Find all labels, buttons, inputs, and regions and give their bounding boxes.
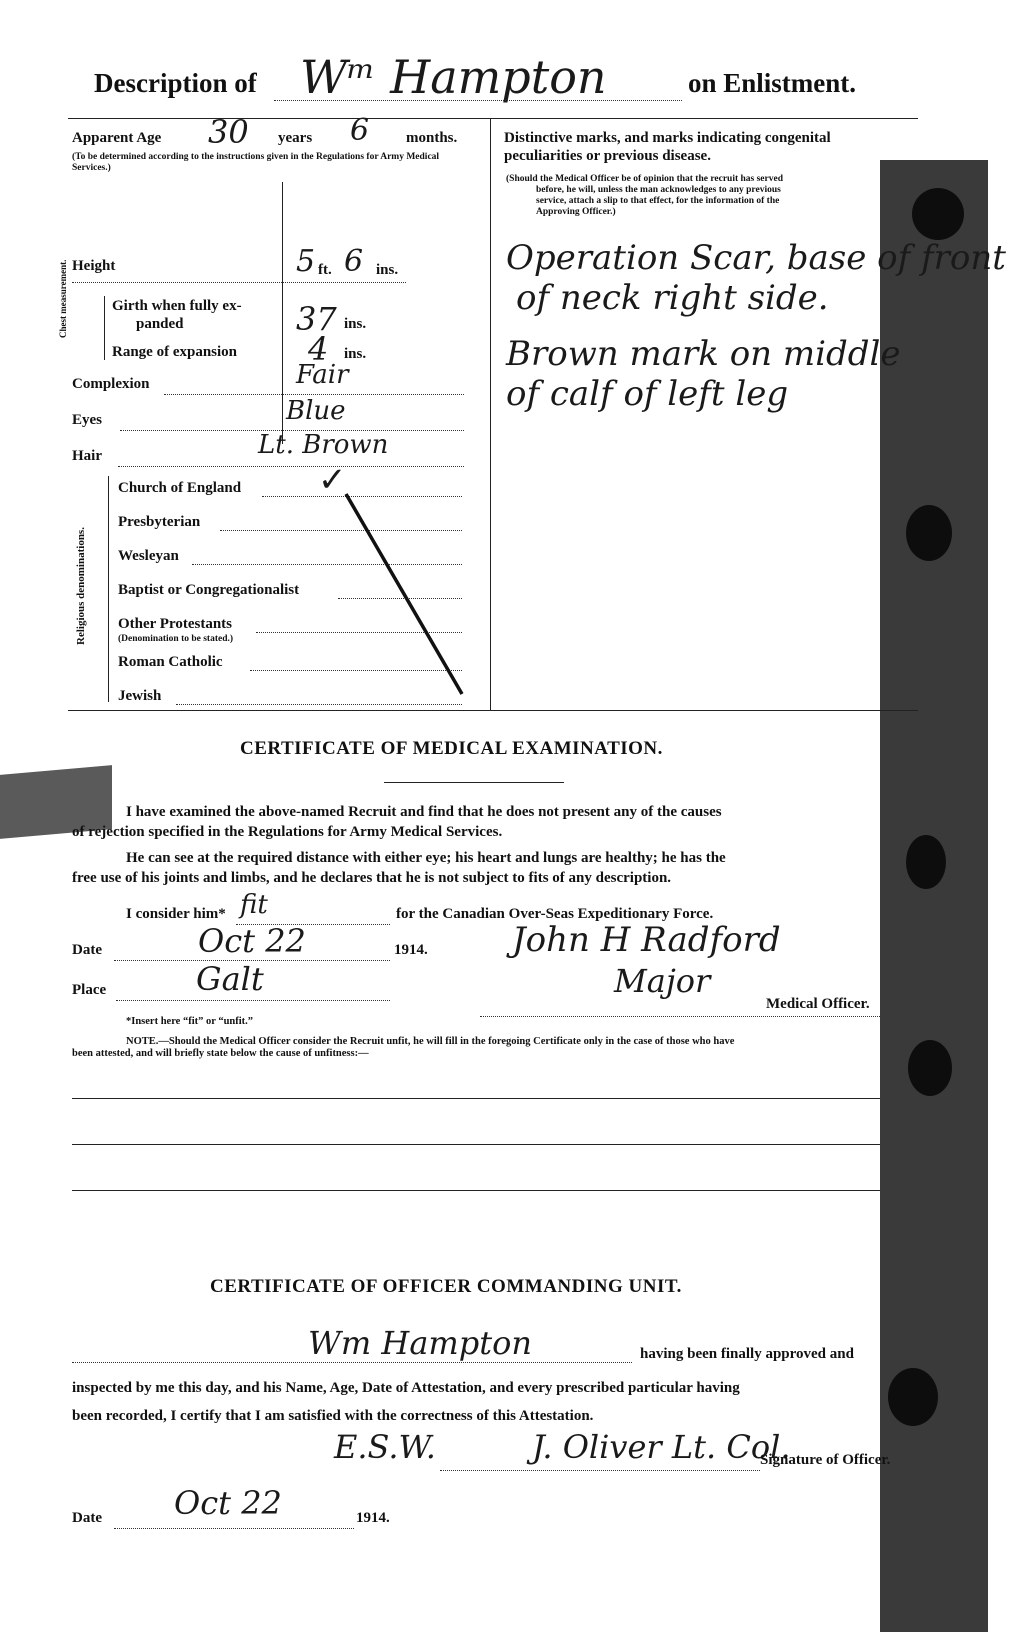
girth-unit: ins.	[344, 316, 367, 332]
commanding-initials: E.S.W.	[334, 1428, 436, 1466]
medical-date-label: Date	[72, 942, 102, 958]
eyes-label: Eyes	[72, 412, 102, 428]
punch-hole	[906, 505, 952, 561]
medical-para1-line1: I have examined the above-named Recruit and find that he does not present any of the causes	[126, 804, 722, 820]
months-label: months.	[406, 130, 458, 146]
religion-jewish: Jewish	[118, 688, 162, 704]
girth-label-2: panded	[136, 316, 184, 332]
punch-hole	[908, 1040, 952, 1096]
consider-suffix: for the Canadian Over-Seas Expeditionary Force.	[396, 906, 714, 922]
marks-note-3: service, attach a slip to that effect, for the information of the	[536, 196, 780, 206]
medical-para2-line1: He can see at the required distance with either eye; his heart and lungs are healthy; he has the	[126, 850, 726, 866]
marks-heading-2: peculiarities or previous disease.	[504, 148, 711, 164]
medical-year: 1914.	[394, 942, 428, 958]
frame-divider	[490, 118, 491, 710]
hair-label: Hair	[72, 448, 102, 464]
years-label: years	[278, 130, 313, 146]
marks-heading-1: Distinctive marks, and marks indicating congenital	[504, 130, 831, 146]
commanding-officer-signature: J. Oliver Lt. Col.	[532, 1428, 791, 1466]
range-unit: ins.	[344, 346, 367, 362]
commanding-signature-line	[440, 1470, 760, 1471]
girth-label-1: Girth when fully ex-	[112, 298, 242, 314]
commanding-date-label: Date	[72, 1510, 102, 1526]
height-ins: 6	[344, 244, 364, 279]
name-line	[274, 100, 682, 101]
religion-presbyterian: Presbyterian	[118, 514, 201, 530]
age-months: 6	[350, 113, 370, 148]
title-rule	[384, 782, 564, 783]
medical-officer-rank: Major	[614, 962, 711, 1000]
eyes-value: Blue	[286, 396, 346, 426]
left-guide	[282, 182, 283, 444]
religion-baptist: Baptist or Congregationalist	[118, 582, 300, 598]
height-line	[72, 282, 406, 283]
chest-label: Chest measurement.	[58, 259, 68, 338]
marks-note-4: Approving Officer.)	[536, 207, 616, 217]
commanding-line-2: inspected by me this day, and his Name, Age, Date of Attestation, and every prescribed particular having	[72, 1380, 740, 1396]
marks-note-1: (Should the Medical Officer be of opinion that the recruit has served	[506, 174, 783, 184]
mark-entry-3: Brown mark on middle	[506, 334, 901, 374]
place-line	[116, 1000, 390, 1001]
religion-roman-catholic: Roman Catholic	[118, 654, 223, 670]
unfit-note-2: been attested, and will briefly state below the cause of unfitness:—	[72, 1048, 369, 1059]
denomination-note: (Denomination to be stated.)	[118, 634, 234, 644]
range-value: 4	[308, 330, 329, 368]
height-ft: 5	[296, 244, 316, 279]
commanding-title: CERTIFICATE OF OFFICER COMMANDING UNIT.	[210, 1276, 682, 1297]
religion-check-mark: ✓	[318, 460, 347, 500]
unfitness-line	[72, 1190, 880, 1191]
religion-church-of-england: Church of England	[118, 480, 242, 496]
religion-line	[176, 704, 462, 705]
religion-other-protestants: Other Protestants	[118, 616, 233, 632]
complexion-line	[164, 394, 464, 395]
commanding-recruit-name: Wm Hampton	[308, 1324, 532, 1362]
age-years: 30	[208, 113, 249, 151]
recruit-name: Wᵐ Hampton	[300, 50, 607, 104]
insert-note: *Insert here “fit” or “unfit.”	[126, 1016, 254, 1027]
fit-value: fit	[240, 890, 268, 920]
place-label: Place	[72, 982, 107, 998]
unfit-note-1: NOTE.—Should the Medical Officer consider the Recruit unfit, he will fill in the foregoing Certificate only in the case of those who have	[126, 1036, 735, 1047]
religious-label: Religious denominations.	[75, 527, 87, 645]
unfitness-line	[72, 1098, 880, 1099]
apparent-age-label: Apparent Age	[72, 130, 162, 146]
medical-officer-label: Medical Officer.	[766, 996, 870, 1012]
complexion-value: Fair	[296, 360, 349, 390]
signature-label: Signature of Officer.	[760, 1452, 891, 1468]
height-label: Height	[72, 258, 116, 274]
consider-prefix: I consider him*	[126, 906, 226, 922]
complexion-label: Complexion	[72, 376, 150, 392]
punch-hole	[888, 1368, 938, 1426]
commanding-name-line	[72, 1362, 632, 1363]
religion-brace	[108, 476, 109, 702]
medical-officer-line	[480, 1016, 880, 1017]
medical-title: CERTIFICATE OF MEDICAL EXAMINATION.	[240, 738, 663, 759]
religion-wesleyan: Wesleyan	[118, 548, 179, 564]
medical-officer-signature: John H Radford	[512, 920, 781, 960]
commanding-date-value: Oct 22	[174, 1484, 282, 1522]
ins-label: ins.	[376, 262, 399, 278]
range-label: Range of expansion	[112, 344, 238, 360]
header-prefix: Description of	[94, 68, 257, 98]
approved-text: having been finally approved and	[640, 1346, 854, 1362]
mark-entry-2: of neck right side.	[516, 278, 829, 318]
punch-hole	[906, 835, 946, 889]
frame-bottom	[68, 710, 918, 711]
punch-hole	[912, 188, 964, 240]
frame-top	[68, 118, 918, 119]
mark-entry-1: Operation Scar, base of front	[506, 238, 1006, 278]
unfitness-line	[72, 1144, 880, 1145]
medical-para1-line2: of rejection specified in the Regulations for Army Medical Services.	[72, 824, 503, 840]
age-note: (To be determined according to the instructions given in the Regulations for Army Medical Services.)	[72, 152, 440, 173]
header-suffix: on Enlistment.	[688, 68, 857, 98]
medical-date-value: Oct 22	[198, 922, 306, 960]
chest-brace	[104, 296, 105, 360]
girth-value: 37	[296, 300, 337, 338]
commanding-date-line	[114, 1528, 354, 1529]
mark-entry-4: of calf of left leg	[506, 374, 789, 414]
hair-line	[118, 466, 464, 467]
commanding-line-3: been recorded, I certify that I am satisfied with the correctness of this Attestation.	[72, 1408, 594, 1424]
place-value: Galt	[196, 960, 264, 998]
religion-strike-line	[340, 490, 470, 700]
commanding-year: 1914.	[356, 1510, 390, 1526]
hair-value: Lt. Brown	[258, 430, 389, 460]
marks-note-2: before, he will, unless the man acknowledges to any previous	[536, 185, 781, 195]
ft-label: ft.	[318, 262, 332, 278]
medical-para2-line2: free use of his joints and limbs, and he declares that he is not subject to fits of any description.	[72, 870, 672, 886]
